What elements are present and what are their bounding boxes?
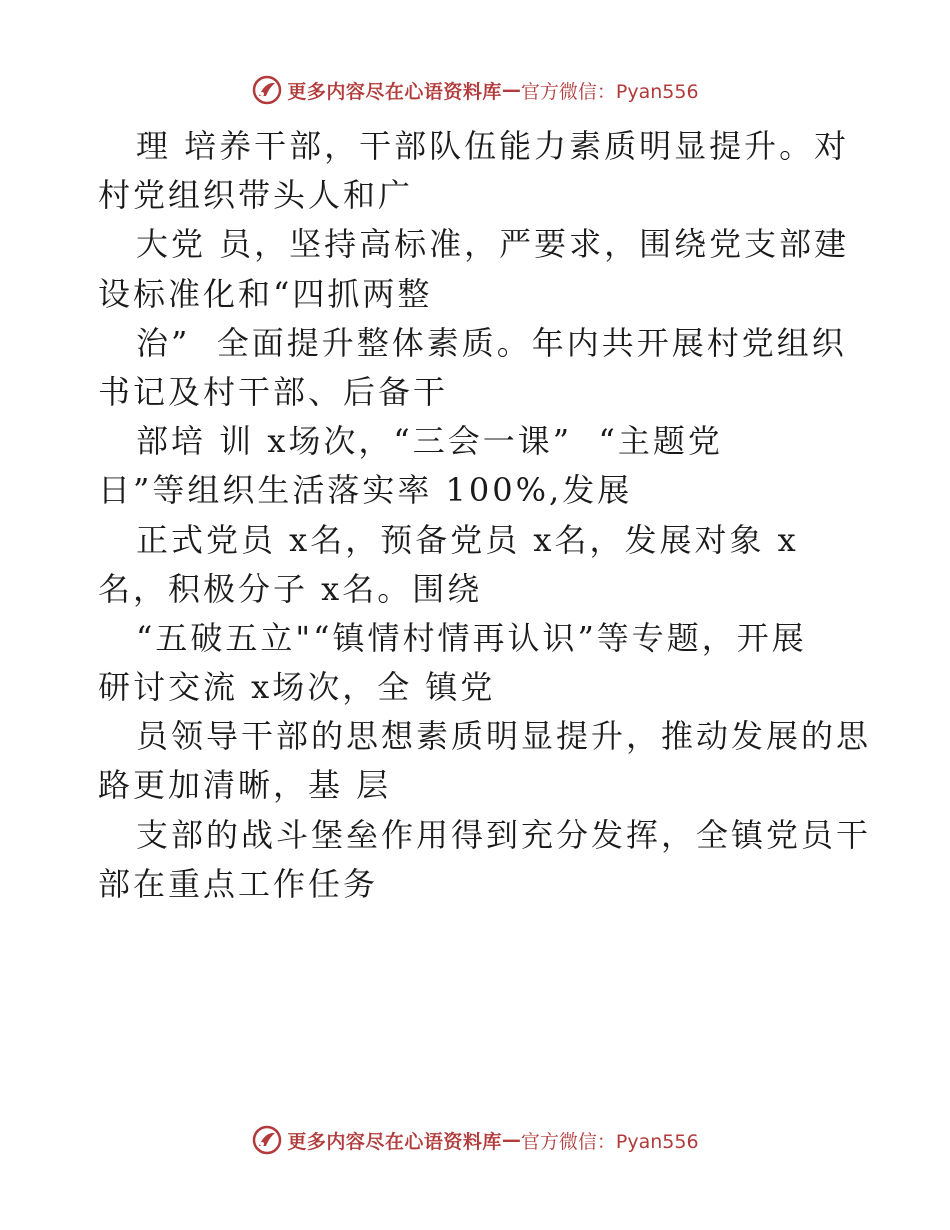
header-banner-separator: —: [501, 79, 521, 101]
text-line: 日”等组织生活落实率 100%,发展: [98, 471, 633, 510]
text-line: 部培 训 x场次，“三会一课” “主题党: [136, 422, 723, 461]
header-banner-text: 更多内容尽在心语资料库: [287, 80, 502, 103]
logo-icon: [251, 1124, 283, 1156]
text-line: 理 培养干部，干部队伍能力素质明显提升。对: [136, 127, 850, 165]
text-line: 设标准化和“四抓两整: [98, 274, 433, 313]
header-contact: 官方微信：Pyan556: [520, 80, 699, 103]
text-line: “五破五立"“镇情村情再认识”等专题，开展: [136, 618, 807, 657]
footer-banner: [0, 1122, 950, 1158]
text-line: 书记及村干部、后备干: [98, 372, 449, 411]
footer-banner-text: 更多内容尽在心语资料库: [287, 1130, 502, 1153]
text-line: 治” 全面提升整体素质。年内共开展村党组织: [136, 323, 847, 362]
text-line: 村党组织带头人和广: [98, 176, 414, 215]
header-banner: [0, 72, 950, 108]
text-line: 大党 员，坚持高标准，严要求，围绕党支部建: [136, 225, 850, 264]
footer-banner-separator: —: [501, 1129, 521, 1151]
logo-icon: [251, 74, 283, 106]
text-line: 名，积极分子 x名。围绕: [98, 569, 483, 608]
text-line: 员领导干部的思想素质明显提升，推动发展的思: [136, 717, 872, 756]
text-line: 正式党员 x名，预备党员 x名，发展对象 x: [136, 520, 799, 559]
text-line: 路更加清晰，基 层: [98, 766, 392, 805]
text-line: 部在重点工作任务: [98, 864, 379, 903]
text-line: 研讨交流 x场次，全 镇党: [98, 668, 496, 707]
text-line: 支部的战斗堡垒作用得到充分发挥，全镇党员干: [136, 815, 872, 854]
document-body: [98, 122, 872, 909]
footer-contact: 官方微信：Pyan556: [520, 1130, 699, 1153]
